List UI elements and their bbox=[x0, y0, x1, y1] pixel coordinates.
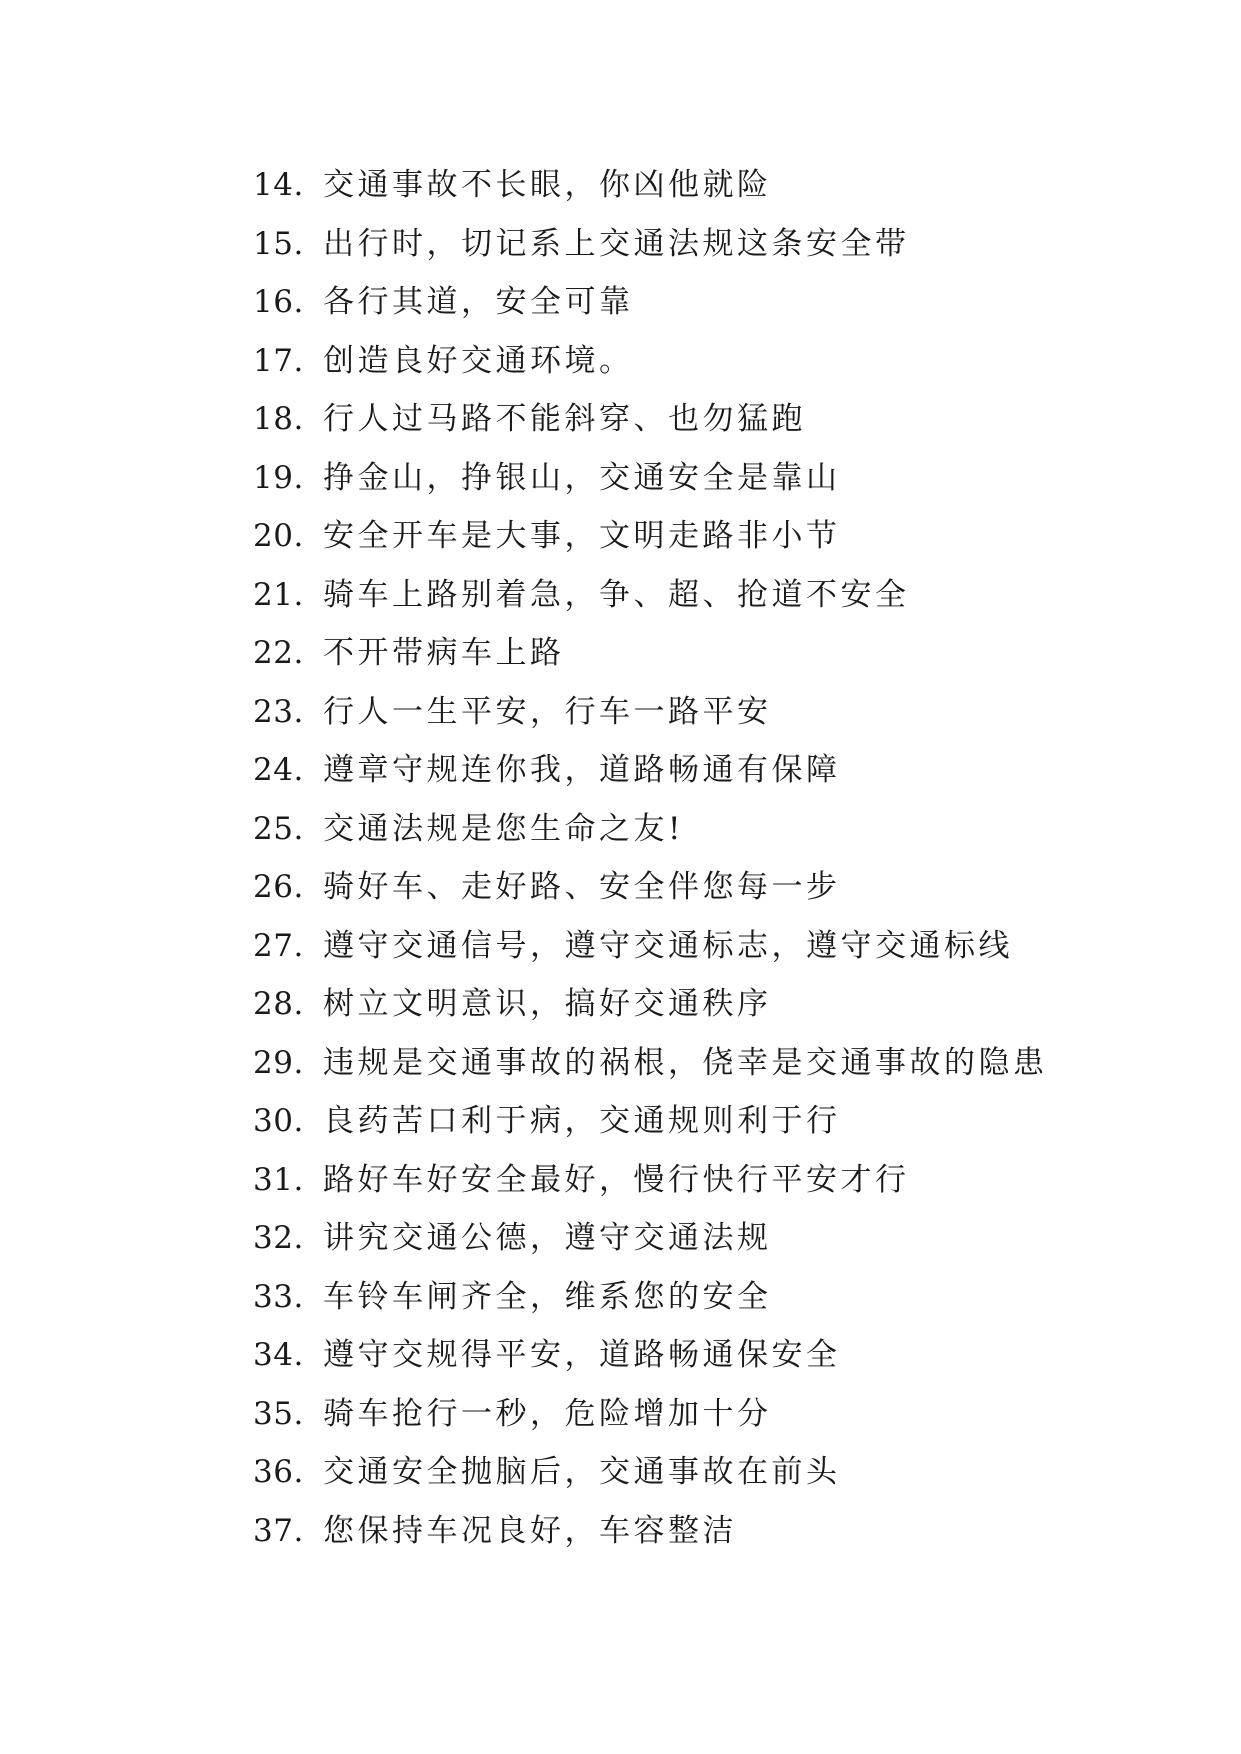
item-text: 不开带病车上路 bbox=[323, 635, 565, 671]
item-text: 骑车抢行一秒，危险增加十分 bbox=[323, 1395, 772, 1432]
item-number: 24. bbox=[253, 752, 304, 788]
item-text: 交通安全抛脑后，交通事故在前头 bbox=[323, 1454, 841, 1490]
item-number: 18. bbox=[253, 401, 304, 437]
item-number: 34. bbox=[253, 1337, 304, 1373]
list-item bbox=[253, 917, 1048, 976]
item-number: 17. bbox=[253, 342, 304, 379]
item-number: 32. bbox=[253, 1220, 304, 1256]
item-text: 安全开车是大事，文明走路非小节 bbox=[323, 518, 841, 554]
item-number: 20. bbox=[253, 518, 304, 554]
item-text: 违规是交通事故的祸根，侥幸是交通事故的隐患 bbox=[323, 1044, 1048, 1081]
item-number: 35. bbox=[253, 1395, 304, 1432]
list-item bbox=[253, 683, 1048, 742]
list-item bbox=[253, 800, 1048, 859]
list-item bbox=[253, 449, 1048, 508]
item-text: 车铃车闸齐全，维系您的安全 bbox=[323, 1278, 772, 1315]
list-item bbox=[253, 332, 1048, 391]
list-item bbox=[253, 1502, 1048, 1561]
list-item bbox=[253, 741, 1048, 800]
item-number: 21. bbox=[253, 576, 304, 613]
item-text: 遵守交规得平安，道路畅通保安全 bbox=[323, 1337, 841, 1373]
item-number: 27. bbox=[253, 927, 304, 964]
item-text: 行人过马路不能斜穿、也勿猛跑 bbox=[323, 401, 806, 437]
item-number: 22. bbox=[253, 635, 304, 671]
item-text: 讲究交通公德，遵守交通法规 bbox=[323, 1220, 772, 1256]
list-item bbox=[253, 858, 1048, 917]
item-text: 挣金山，挣银山，交通安全是靠山 bbox=[323, 459, 841, 496]
list-item bbox=[253, 1268, 1048, 1327]
list-item bbox=[253, 1209, 1048, 1268]
item-number: 37. bbox=[253, 1512, 304, 1549]
item-text: 行人一生平安，行车一路平安 bbox=[323, 693, 772, 730]
item-text: 遵守交通信号，遵守交通标志，遵守交通标线 bbox=[323, 927, 1013, 964]
list-item bbox=[253, 507, 1048, 566]
list-item bbox=[253, 1326, 1048, 1385]
item-text: 遵章守规连你我，道路畅通有保障 bbox=[323, 752, 841, 788]
item-text: 树立文明意识，搞好交通秩序 bbox=[323, 986, 772, 1022]
list-item bbox=[253, 390, 1048, 449]
item-text: 骑好车、走好路、安全伴您每一步 bbox=[323, 869, 841, 905]
item-text: 交通法规是您生命之友! bbox=[323, 810, 684, 847]
item-text: 交通事故不长眼，你凶他就险 bbox=[323, 167, 772, 203]
item-text: 良药苦口利于病，交通规则利于行 bbox=[323, 1103, 841, 1139]
list-item bbox=[253, 1092, 1048, 1151]
item-text: 您保持车况良好，车容整洁 bbox=[323, 1512, 737, 1549]
slogan-list bbox=[253, 156, 1048, 1560]
list-item bbox=[253, 215, 1048, 274]
item-number: 26. bbox=[253, 869, 304, 905]
list-item bbox=[253, 975, 1048, 1034]
item-number: 33. bbox=[253, 1278, 304, 1315]
item-text: 创造良好交通环境。 bbox=[323, 342, 634, 379]
item-number: 15. bbox=[253, 225, 304, 262]
list-item bbox=[253, 1151, 1048, 1210]
item-number: 36. bbox=[253, 1454, 304, 1490]
list-item bbox=[253, 1034, 1048, 1093]
item-number: 29. bbox=[253, 1044, 304, 1081]
item-text: 骑车上路别着急，争、超、抢道不安全 bbox=[323, 576, 910, 613]
list-item bbox=[253, 273, 1048, 332]
item-number: 25. bbox=[253, 810, 304, 847]
list-item bbox=[253, 156, 1048, 215]
item-number: 23. bbox=[253, 693, 304, 730]
item-number: 31. bbox=[253, 1161, 304, 1198]
item-number: 16. bbox=[253, 284, 304, 320]
list-item bbox=[253, 1443, 1048, 1502]
item-text: 出行时，切记系上交通法规这条安全带 bbox=[323, 225, 910, 262]
list-item bbox=[253, 566, 1048, 625]
item-text: 各行其道，安全可靠 bbox=[323, 284, 634, 320]
item-number: 28. bbox=[253, 986, 304, 1022]
item-number: 30. bbox=[253, 1103, 304, 1139]
list-item bbox=[253, 1385, 1048, 1444]
item-number: 14. bbox=[253, 167, 304, 203]
item-number: 19. bbox=[253, 459, 304, 496]
list-item bbox=[253, 624, 1048, 683]
item-text: 路好车好安全最好，慢行快行平安才行 bbox=[323, 1161, 910, 1198]
